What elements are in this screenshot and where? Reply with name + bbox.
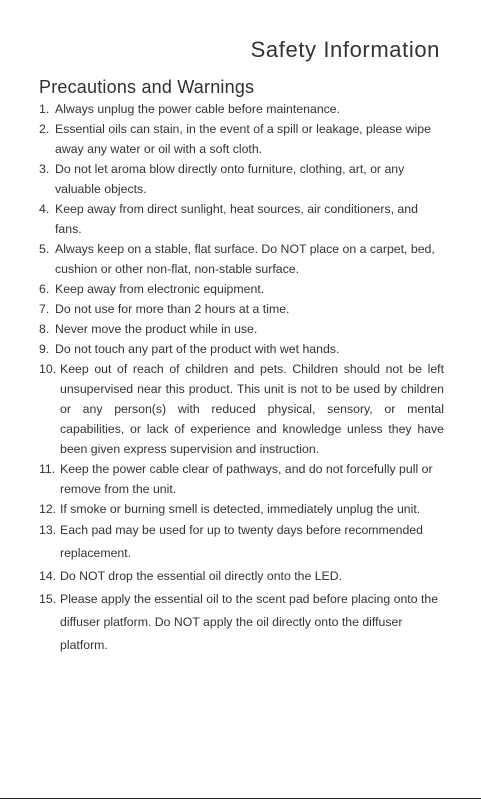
item-text: Keep the power cable clear of pathways, and do not forcefully pull or remove from the unit. xyxy=(60,462,433,496)
list-item xyxy=(39,199,444,239)
item-text: Always unplug the power cable before maintenance. xyxy=(55,102,341,116)
item-text: Keep out of reach of children and pets. Children should not be left unsupervised near this product. This unit is not to be used by children or any person(s) with reduced physical, sensory, or mental capabilities, or lack of experience and knowledge unless they have been given express supervision and instruction. xyxy=(60,362,444,456)
item-number: 2. xyxy=(39,122,50,136)
list-item xyxy=(39,239,444,279)
item-text: Never move the product while in use. xyxy=(55,322,258,336)
item-number: 7. xyxy=(39,302,50,316)
list-item xyxy=(39,359,444,459)
list-item xyxy=(39,565,444,588)
list-item xyxy=(39,159,444,199)
list-item xyxy=(39,319,444,339)
item-number: 13. xyxy=(39,523,57,537)
item-number: 12. xyxy=(39,502,57,516)
item-number: 9. xyxy=(39,342,50,356)
list-item xyxy=(39,99,444,119)
item-text: Do not touch any part of the product with wet hands. xyxy=(55,342,340,356)
item-number: 11. xyxy=(39,462,56,476)
section-title: Precautions and Warnings xyxy=(39,77,255,97)
page-title: Safety Information xyxy=(250,37,440,62)
item-number: 3. xyxy=(39,162,50,176)
item-text: Always keep on a stable, flat surface. Do NOT place on a carpet, bed, cushion or other non-flat, non-stable surface. xyxy=(55,242,435,276)
item-number: 14. xyxy=(39,569,57,583)
item-number: 1. xyxy=(39,102,50,116)
item-number: 5. xyxy=(39,242,50,256)
list-item xyxy=(39,339,444,359)
item-number: 8. xyxy=(39,322,50,336)
list-item xyxy=(39,459,444,499)
item-number: 6. xyxy=(39,282,50,296)
list-item xyxy=(39,119,444,159)
item-number: 15. xyxy=(39,592,57,606)
item-text: Do not let aroma blow directly onto furniture, clothing, art, or any valuable objects. xyxy=(55,162,405,196)
list-item xyxy=(39,279,444,299)
bottom-divider xyxy=(0,798,481,799)
item-text: Do not use for more than 2 hours at a time. xyxy=(55,302,290,316)
list-item xyxy=(39,499,444,519)
list-item xyxy=(39,588,444,657)
item-number: 4. xyxy=(39,202,50,216)
item-text: Each pad may be used for up to twenty days before recommended replacement. xyxy=(60,523,423,560)
list-item xyxy=(39,299,444,319)
list-item xyxy=(39,519,444,565)
item-text: Keep away from electronic equipment. xyxy=(55,282,265,296)
precautions-list xyxy=(39,99,444,657)
item-text: Essential oils can stain, in the event of a spill or leakage, please wipe away any water or oil with a soft cloth. xyxy=(55,122,431,156)
item-text: If smoke or burning smell is detected, immediately unplug the unit. xyxy=(60,502,421,516)
item-text: Do NOT drop the essential oil directly onto the LED. xyxy=(60,569,343,583)
item-text: Keep away from direct sunlight, heat sources, air conditioners, and fans. xyxy=(55,202,418,236)
item-number: 10. xyxy=(39,362,57,376)
item-text: Please apply the essential oil to the scent pad before placing onto the diffuser platform. Do NOT apply the oil directly onto the diffuser platform. xyxy=(60,592,439,652)
